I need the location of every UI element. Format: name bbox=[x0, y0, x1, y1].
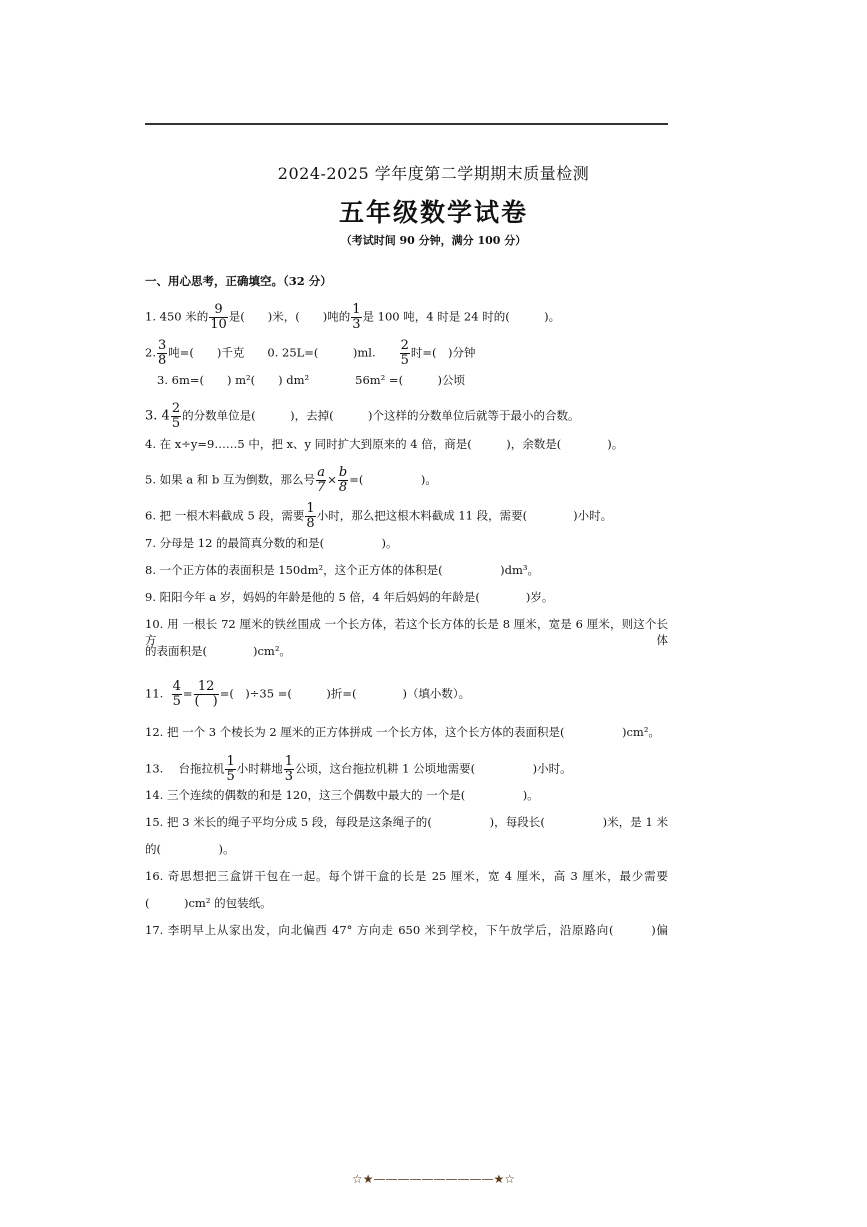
exam-title: 五年级数学试卷 bbox=[338, 198, 528, 227]
question-16-line-1: 16. 奇思想把三盒饼干包在一起。每个饼干盒的长是 25 厘米，宽 4 厘米，高 3 厘米，最少需要 bbox=[145, 869, 668, 883]
question-2: 2. $\frac{3}{8}$ 吨=( )千克 0. 25L=( )ml. $\frac{2}{5}$ 时=( )分钟 bbox=[145, 338, 476, 368]
question-3: 3. 4 $\frac{2}{5}$ 的分数单位是( )，去掉( )个这样的分数单位后就等于最小的合数。 bbox=[145, 401, 580, 431]
question-6: 6. 把 一根木料截成 5 段，需要 $\frac{1}{8}$ 小时，那么把这根木料截成 11 段，需要( )小时。 bbox=[145, 501, 613, 531]
fraction: $\frac{1}{8}$ bbox=[306, 501, 315, 531]
question-9: 9. 阳阳今年 a 岁，妈妈的年龄是他的 5 倍，4 年后妈妈的年龄是( )岁。 bbox=[145, 590, 554, 604]
footer-ornament: ☆★——————————★☆ bbox=[351, 1172, 516, 1186]
fraction: $\frac{3}{8}$ bbox=[157, 338, 167, 368]
exam-note: （考试时间 90 分钟，满分 100 分） bbox=[340, 234, 527, 247]
question-10-line-1: 10. 用 一根长 72 厘米的铁丝围成 一个长方体，若这个长方体的长是 8 厘米，宽是 6 厘米，则这个长方体 bbox=[145, 617, 668, 647]
question-13: 13. 台拖拉机 $\frac{1}{5}$ 小时耕地 $\frac{1}{3}$ 公顷，这台拖拉机耕 1 公顷地需要( )小时。 bbox=[145, 754, 572, 784]
question-10-line-2: 的表面积是( )cm²。 bbox=[145, 644, 291, 658]
question-15-line-2: 的( )。 bbox=[145, 842, 235, 856]
question-14: 14. 三个连续的偶数的和是 120，这三个偶数中最大的 一个是( )。 bbox=[145, 788, 539, 802]
fraction: $\frac{2}{5}$ bbox=[400, 338, 409, 368]
fraction: $\frac{1}{3}$ bbox=[284, 754, 294, 784]
fraction: $\frac{b}{8}$ bbox=[338, 465, 348, 495]
fraction: $\frac{a}{7}$ bbox=[316, 465, 326, 495]
question-1: 1. 450 米的 $\frac{9}{10}$ 是( )米，( )吨的 $\frac{1}{3}$ 是 100 吨，4 时是 24 时的( )。 bbox=[145, 302, 561, 332]
question-16-line-2: ( )cm² 的包装纸。 bbox=[145, 896, 272, 910]
question-12: 12. 把 一个 3 个棱长为 2 厘米的正方体拼成 一个长方体，这个长方体的表面积是( )cm²。 bbox=[145, 725, 660, 739]
fraction: $\frac{9}{10}$ bbox=[210, 302, 227, 332]
fraction: $\frac{4}{5}$ bbox=[172, 679, 181, 709]
question-17-line-1: 17. 李明早上从家出发，向北偏西 47° 方向走 650 米到学校，下午放学后，沿原路向( )偏 bbox=[145, 923, 668, 937]
section-heading: 一、用心思考，正确填空。（32 分） bbox=[145, 274, 332, 288]
question-2-line-2: 3. 6m=( ) m²( ) dm² 56m² =( )公顷 bbox=[157, 373, 466, 387]
question-7: 7. 分母是 12 的最简真分数的和是( )。 bbox=[145, 536, 398, 550]
header-rule bbox=[145, 123, 668, 125]
fraction: $\frac{1}{3}$ bbox=[352, 302, 361, 332]
fraction: $\frac{1}{5}$ bbox=[226, 754, 235, 784]
fraction: $\frac{12}{( )}$ bbox=[194, 679, 218, 709]
fraction: $\frac{2}{5}$ bbox=[171, 401, 181, 431]
question-15-line-1: 15. 把 3 米长的绳子平均分成 5 段，每段是这条绳子的( )，每段长( )米，是 1 米 bbox=[145, 815, 668, 829]
exam-period-line: 2024-2025 学年度第二学期期末质量检测 bbox=[277, 164, 590, 183]
question-4: 4. 在 x÷y=9……5 中，把 x、y 同时扩大到原来的 4 倍，商是( )，余数是( )。 bbox=[145, 437, 624, 451]
question-11: 11. $\frac{4}{5}$ = $\frac{12}{( )}$ =( )÷35 =( )折=( )（填小数）。 bbox=[145, 679, 471, 709]
question-5: 5. 如果 a 和 b 互为倒数，那么号 $\frac{a}{7}$ × $\frac{b}{8}$ =( )。 bbox=[145, 465, 437, 495]
question-8: 8. 一个正方体的表面积是 150dm²，这个正方体的体积是( )dm³。 bbox=[145, 563, 539, 577]
